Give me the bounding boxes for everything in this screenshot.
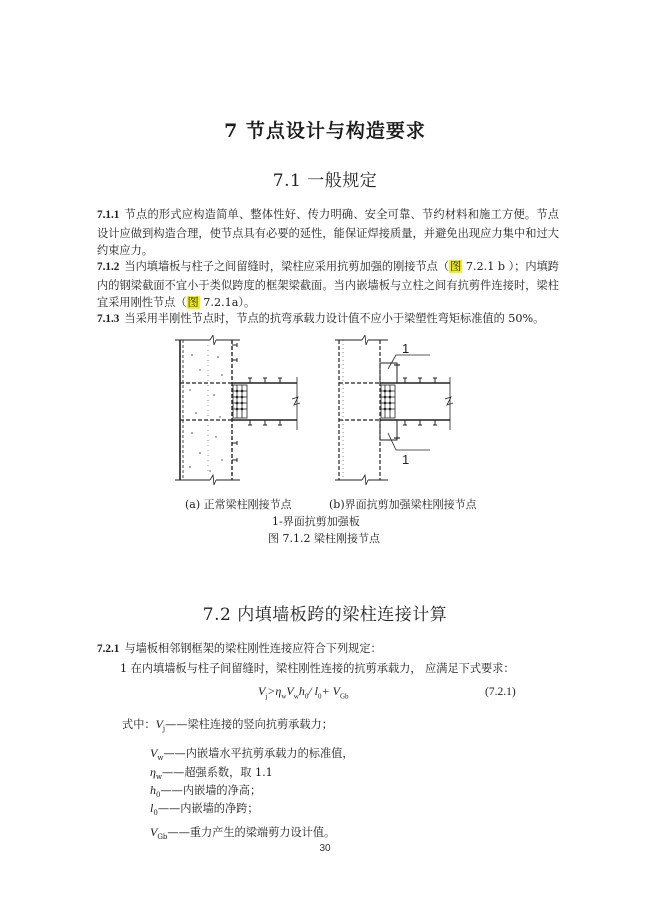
symbol-subscript: 0 (153, 809, 158, 818)
symbol-subscript: Gb (157, 833, 168, 842)
highlighted-figure-ref: 图 (187, 296, 199, 309)
chapter-title: 7 节点设计与构造要求 (224, 120, 426, 142)
definition-text: ——梁柱连接的竖向抗剪承载力； (165, 718, 333, 731)
symbol: V (150, 746, 158, 760)
symbol: h (150, 783, 156, 797)
clause-7-1-3 (97, 310, 559, 329)
definition-vj (122, 716, 333, 733)
clause-number: 7.1.2 (97, 261, 120, 273)
equation-number: (7.2.1) (485, 686, 516, 698)
clause-number: 7.1.3 (97, 313, 120, 325)
callout-label-top: 1 (402, 341, 410, 356)
callout-label-bottom: 1 (402, 452, 410, 467)
symbol: η (150, 765, 156, 779)
formula-7-2-1: $V_j>\eta_wV_wh_0/$ $l_0+ V_{Gb}$ (258, 684, 349, 701)
clause-7-1-1 (97, 206, 559, 260)
figure-label-a: (a) 正常梁柱刚接节点 (185, 498, 292, 511)
clause-text-part-c: 7.2.1a）。 (199, 296, 256, 309)
section-title-7-1: 7.1 一般规定 (272, 171, 378, 191)
definition-l0 (150, 800, 259, 817)
symbol-subscript: 0 (156, 791, 161, 800)
definition-vgb (150, 824, 335, 841)
figure-b-shear-reinforced-joint-diagram (330, 335, 475, 485)
clause-7-1-2 (97, 258, 559, 312)
definition-h0 (150, 782, 261, 799)
highlighted-figure-ref: 图 (450, 260, 462, 273)
definition-eta-w (150, 764, 273, 781)
figure-caption: 图 7.1.2 梁柱刚接节点 (268, 532, 380, 545)
clause-text: 节点的形式应构造简单、整体性好、传力明确、安全可靠、节约材料和施工方便。节点设计应做到构造合理，使节点具有必要的延性，能保证焊接质量，并避免出现应力集中和过大约束应力。 (97, 208, 559, 257)
list-item-1: 1 在内填墙板与柱子间留缝时，梁柱刚性连接的抗剪承载力， 应满足下式要求： (120, 662, 515, 675)
definition-text: ——超强系数，取 1.1 (161, 766, 273, 779)
clause-number: 7.1.1 (97, 209, 120, 221)
where-label: 式中： (122, 718, 156, 731)
clause-7-2-1 (97, 640, 559, 659)
page-number: 30 (319, 843, 331, 854)
definition-text: ——重力产生的梁端剪力设计值。 (167, 826, 336, 839)
figure-a-rigid-joint-diagram (170, 335, 305, 485)
figure-note: 1-界面抗剪加强板 (272, 515, 360, 528)
clause-text: 当采用半刚性节点时，节点的抗弯承载力设计值不应小于梁塑性弯矩标准值的 50%。 (124, 312, 545, 325)
definition-text: ——内嵌墙水平抗剪承载力的标准值， (163, 747, 354, 760)
clause-text-part-a: 当内填墙板与柱子之间留缝时，梁柱应采用抗剪加强的刚接节点（ (124, 260, 450, 273)
definition-text: ——内嵌墙的净跨； (157, 802, 259, 815)
symbol: V (155, 717, 163, 731)
clause-number: 7.2.1 (97, 643, 120, 655)
definition-text: ——内嵌墙的净高； (160, 784, 262, 797)
symbol-subscript: w (157, 754, 164, 763)
figure-label-b: (b)界面抗剪加强梁柱刚接节点 (329, 498, 477, 511)
symbol-subscript: w (155, 773, 162, 782)
symbol: l (150, 801, 154, 815)
symbol-subscript: j (162, 725, 166, 734)
definition-vw (150, 745, 354, 762)
symbol: V (150, 825, 158, 839)
clause-text: 与墙板相邻钢框架的梁柱刚性连接应符合下列规定： (124, 642, 382, 655)
section-title-7-2: 7.2 内填墙板跨的梁柱连接计算 (202, 605, 448, 625)
clause-text-part-b: 7.2.1 b ）；内填跨内的钢梁截面不宜小于类似跨度的框架梁截面。当内嵌墙板与立柱之间有抗剪件连接时，梁柱宜采用刚性节点（ (97, 260, 559, 309)
